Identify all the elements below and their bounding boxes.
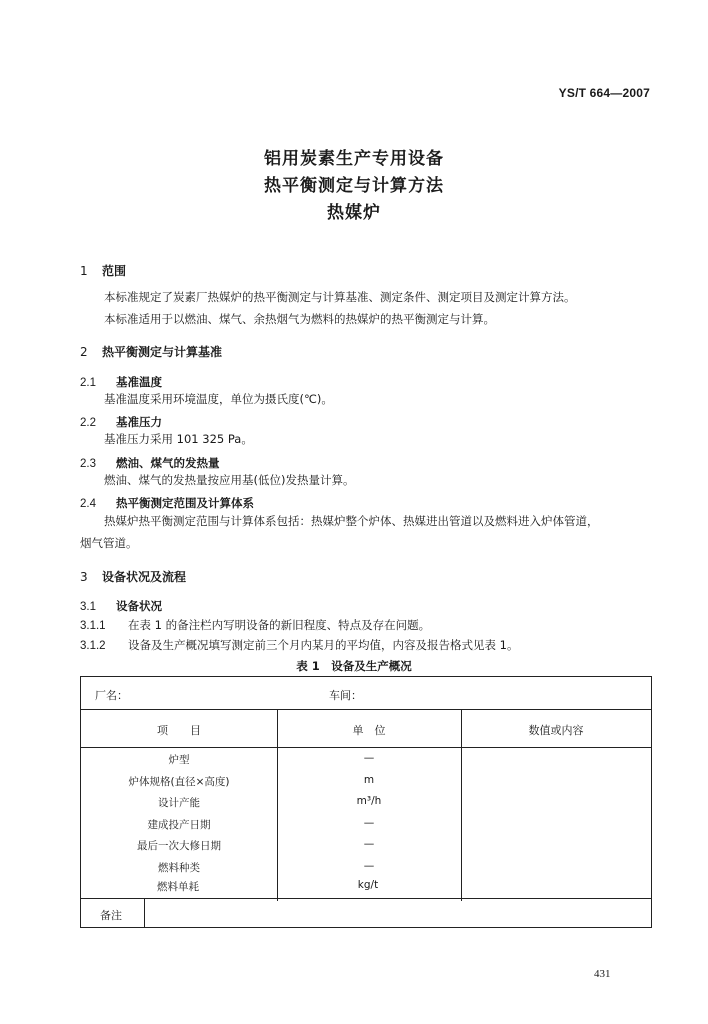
section-number: 2.2 <box>80 417 96 429</box>
section-number: 3.1.1 <box>80 620 106 632</box>
table-row <box>81 749 651 771</box>
row-item: 炉型 <box>168 754 190 766</box>
section-number: 2.1 <box>80 377 96 389</box>
paragraph-text: 设备及生产概况填写测定前三个月内某月的平均值，内容及报告格式见表 1。 <box>128 638 519 652</box>
section-title: 燃油、煤气的发热量 <box>116 456 220 470</box>
document-title <box>0 146 708 227</box>
factory-label: 厂名： <box>95 689 128 702</box>
row-item: 最后一次大修日期 <box>137 840 221 853</box>
standard-code: YS/T 664—2007 <box>558 86 650 100</box>
title-line-3: 热媒炉 <box>327 203 381 223</box>
table-row <box>81 835 651 857</box>
table-row <box>81 857 651 879</box>
remark-label: 备注 <box>100 909 122 922</box>
row-unit: — <box>363 752 375 764</box>
row-unit: kg/t <box>357 879 379 891</box>
table-row <box>81 814 651 836</box>
row-item: 建成投产日期 <box>147 818 211 831</box>
section-1-paragraph-1 <box>80 286 652 308</box>
section-3-1-2 <box>80 637 518 653</box>
section-number: 1 <box>80 264 88 278</box>
row-unit: m³/h <box>356 795 382 808</box>
table-header-row <box>81 709 651 748</box>
section-2-4-heading <box>80 495 254 511</box>
section-2-1-text <box>80 388 652 410</box>
paragraph-text: 在表 1 的备注栏内写明设备的新旧程度、特点及存在问题。 <box>128 618 431 632</box>
row-item: 燃料单耗 <box>157 881 199 893</box>
title-line-1: 铝用炭素生产专用设备 <box>264 149 444 169</box>
table-row <box>80 879 652 899</box>
header-value: 数值或内容 <box>528 724 584 737</box>
workshop-label: 车间： <box>329 689 362 702</box>
section-3-heading <box>80 568 186 585</box>
section-2-4-text-2 <box>80 532 652 554</box>
column-divider <box>144 899 145 928</box>
section-title: 热平衡测定范围及计算体系 <box>116 496 254 510</box>
row-unit: m <box>363 773 375 786</box>
table-info-row <box>81 677 651 710</box>
section-title: 设备状况 <box>116 599 162 613</box>
row-item: 燃料种类 <box>158 862 200 874</box>
section-title: 基准压力 <box>116 415 162 429</box>
paragraph-text: 燃油、煤气的发热量按应用基(低位)发热量计算。 <box>104 473 355 487</box>
title-line-2: 热平衡测定与计算方法 <box>264 176 444 196</box>
paragraph-text: 基准温度采用环境温度，单位为摄氏度(℃)。 <box>104 392 333 406</box>
section-3-1-heading <box>80 598 162 614</box>
table-row <box>81 771 651 793</box>
row-unit: — <box>363 816 375 829</box>
row-item: 设计产能 <box>158 797 200 810</box>
section-1-heading <box>80 262 126 279</box>
header-unit: 单 位 <box>352 724 386 737</box>
section-title: 范围 <box>102 264 127 278</box>
section-number: 3.1.2 <box>80 640 106 652</box>
section-3-1-1 <box>80 617 430 633</box>
row-unit: — <box>363 860 375 872</box>
paragraph-text: 热媒炉热平衡测定范围与计算体系包括：热媒炉整个炉体、热媒进出管道以及燃料进入炉体管道， <box>104 514 599 528</box>
paragraph-text: 烟气管道。 <box>80 536 138 550</box>
section-2-4-text-1 <box>80 510 652 532</box>
section-number: 2.3 <box>80 458 96 470</box>
page-number: 431 <box>594 968 611 980</box>
table-row <box>81 792 651 814</box>
section-1-paragraph-2 <box>80 308 652 330</box>
paragraph-text: 本标准适用于以燃油、煤气、余热烟气为燃料的热媒炉的热平衡测定与计算。 <box>104 312 495 326</box>
section-number: 2.4 <box>80 498 96 510</box>
table-remark-row <box>80 898 652 928</box>
row-item: 炉体规格(直径×高度) <box>128 775 230 788</box>
section-title: 热平衡测定与计算基准 <box>102 345 223 359</box>
equipment-overview-table <box>80 676 652 900</box>
table-caption: 表 1 设备及生产概况 <box>296 659 412 673</box>
section-number: 3 <box>80 570 88 584</box>
section-title: 设备状况及流程 <box>102 570 187 584</box>
section-number: 3.1 <box>80 601 96 613</box>
section-title: 基准温度 <box>116 375 162 389</box>
section-number: 2 <box>80 345 88 359</box>
paragraph-text: 基准压力采用 101 325 Pa。 <box>104 432 253 446</box>
header-item: 项 目 <box>157 724 201 737</box>
section-2-heading <box>80 343 222 360</box>
row-unit: — <box>363 838 375 851</box>
paragraph-text: 本标准规定了炭素厂热媒炉的热平衡测定与计算基准、测定条件、测定项目及测定计算方法。 <box>104 290 576 304</box>
section-2-2-text <box>80 428 652 450</box>
section-2-3-text <box>80 469 652 491</box>
